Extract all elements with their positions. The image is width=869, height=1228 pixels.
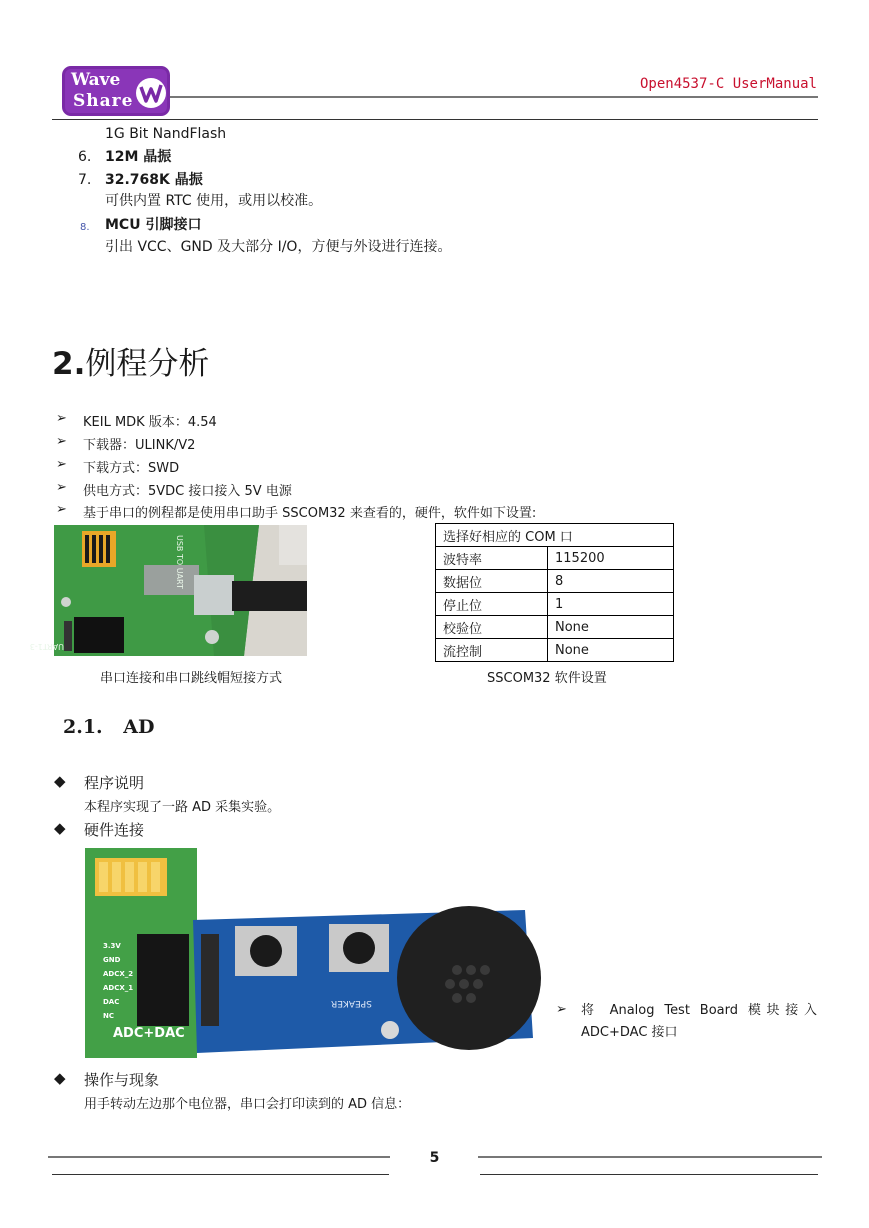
bullet-arrow-icon: ➢ bbox=[56, 457, 67, 472]
bullet-arrow-icon: ➢ bbox=[556, 1002, 567, 1017]
waveshare-logo bbox=[62, 66, 170, 116]
speaker-label: SPEAKER bbox=[331, 998, 372, 1008]
diamond-bullet-icon: ◆ bbox=[54, 1069, 66, 1087]
bullet-arrow-icon: ➢ bbox=[56, 480, 67, 495]
table-row bbox=[436, 593, 674, 616]
feature-item-8 bbox=[80, 217, 90, 237]
pin-label: ADCX_1 bbox=[103, 984, 134, 992]
pin-labels bbox=[103, 939, 133, 1023]
pin-label: GND bbox=[103, 956, 121, 964]
hardware-title: 硬件连接 bbox=[84, 821, 145, 839]
program-title: 程序说明 bbox=[84, 774, 145, 792]
feature-num: 6. bbox=[78, 149, 92, 165]
table-key: 校验位 bbox=[436, 616, 548, 639]
footer-rule-right bbox=[480, 1174, 818, 1175]
adc-dac-label: ADC+DAC bbox=[113, 1026, 185, 1041]
table-value: None bbox=[548, 616, 674, 639]
table-row bbox=[436, 639, 674, 662]
table-caption: SSCOM32 软件设置 bbox=[487, 671, 607, 686]
subsection-title: AD bbox=[123, 716, 155, 738]
feature-item-6 bbox=[78, 148, 91, 166]
logo-text-wave: Wave bbox=[71, 70, 121, 90]
table-value: 115200 bbox=[548, 547, 674, 570]
table-value: 8 bbox=[548, 570, 674, 593]
feature-desc: 引出 VCC、GND 及大部分 I/O，方便与外设进行连接。 bbox=[105, 239, 452, 255]
feature-label: MCU 引脚接口 bbox=[105, 217, 202, 233]
table-row bbox=[436, 570, 674, 593]
table-row bbox=[436, 547, 674, 570]
header-rule-top bbox=[170, 96, 818, 98]
operation-title: 操作与现象 bbox=[84, 1071, 160, 1089]
diamond-bullet-icon: ◆ bbox=[54, 819, 66, 837]
pin-label: DAC bbox=[103, 998, 120, 1006]
footer-rule-left bbox=[52, 1174, 389, 1175]
section-title: 例程分析 bbox=[85, 346, 210, 382]
photo-caption: 串口连接和串口跳线帽短接方式 bbox=[100, 671, 283, 686]
table-key: 数据位 bbox=[436, 570, 548, 593]
table-row bbox=[436, 616, 674, 639]
feature-num: 8. bbox=[80, 222, 90, 233]
analog-board-photo bbox=[85, 848, 538, 1058]
bullet-item: 供电方式：5VDC 接口接入 5V 电源 bbox=[83, 484, 292, 499]
pin-label: 3.3V bbox=[103, 942, 121, 950]
serial-connection-photo bbox=[29, 525, 307, 656]
program-desc: 本程序实现了一路 AD 采集实验。 bbox=[84, 800, 281, 815]
feature-label: 12M 晶振 bbox=[105, 149, 172, 165]
bullet-arrow-icon: ➢ bbox=[56, 411, 67, 426]
table-header: 选择好相应的 COM 口 bbox=[436, 524, 674, 547]
table-key: 流控制 bbox=[436, 639, 548, 662]
subsection-heading bbox=[63, 716, 155, 738]
nandflash-line: 1G Bit NandFlash bbox=[105, 126, 227, 142]
photo-label-usb: USB TO UART bbox=[175, 535, 184, 589]
feature-num: 7. bbox=[78, 172, 92, 188]
subsection-number: 2.1. bbox=[63, 716, 103, 738]
feature-label: 32.768K 晶振 bbox=[105, 172, 203, 188]
hardware-note: 将 Analog Test Board 模块接入 ADC+DAC 接口 bbox=[581, 1003, 817, 1040]
manual-title: Open4537-C UserManual bbox=[639, 76, 817, 92]
page-number: 5 bbox=[429, 1150, 440, 1166]
bullet-item: 基于串口的例程都是使用串口助手 SSCOM32 来查看的，硬件，软件如下设置: bbox=[83, 506, 537, 521]
feature-item-7 bbox=[78, 171, 91, 189]
bullet-arrow-icon: ➢ bbox=[56, 434, 67, 449]
feature-desc: 可供内置 RTC 使用，或用以校准。 bbox=[105, 193, 323, 209]
header-rule bbox=[52, 119, 818, 120]
pin-label: ADCX_2 bbox=[103, 970, 134, 978]
diamond-bullet-icon: ◆ bbox=[54, 772, 66, 790]
bullet-item: 下载方式：SWD bbox=[83, 461, 180, 476]
pin-label: NC bbox=[103, 1012, 114, 1020]
bullet-item: KEIL MDK 版本：4.54 bbox=[83, 415, 217, 430]
bullet-item: 下载器：ULINK/V2 bbox=[83, 438, 196, 453]
serial-settings-table bbox=[435, 523, 674, 662]
operation-desc: 用手转动左边那个电位器，串口会打印读到的 AD 信息： bbox=[84, 1097, 411, 1112]
table-value: None bbox=[548, 639, 674, 662]
table-key: 波特率 bbox=[436, 547, 548, 570]
logo-wave-icon bbox=[135, 75, 167, 111]
table-key: 停止位 bbox=[436, 593, 548, 616]
section-number: 2. bbox=[52, 346, 86, 382]
table-value: 1 bbox=[548, 593, 674, 616]
logo-text-share: Share bbox=[73, 91, 134, 111]
photo-label-uart: UART1-3 bbox=[29, 642, 64, 651]
table-row bbox=[436, 524, 674, 547]
bullet-arrow-icon: ➢ bbox=[56, 502, 67, 517]
section-heading bbox=[52, 338, 209, 383]
